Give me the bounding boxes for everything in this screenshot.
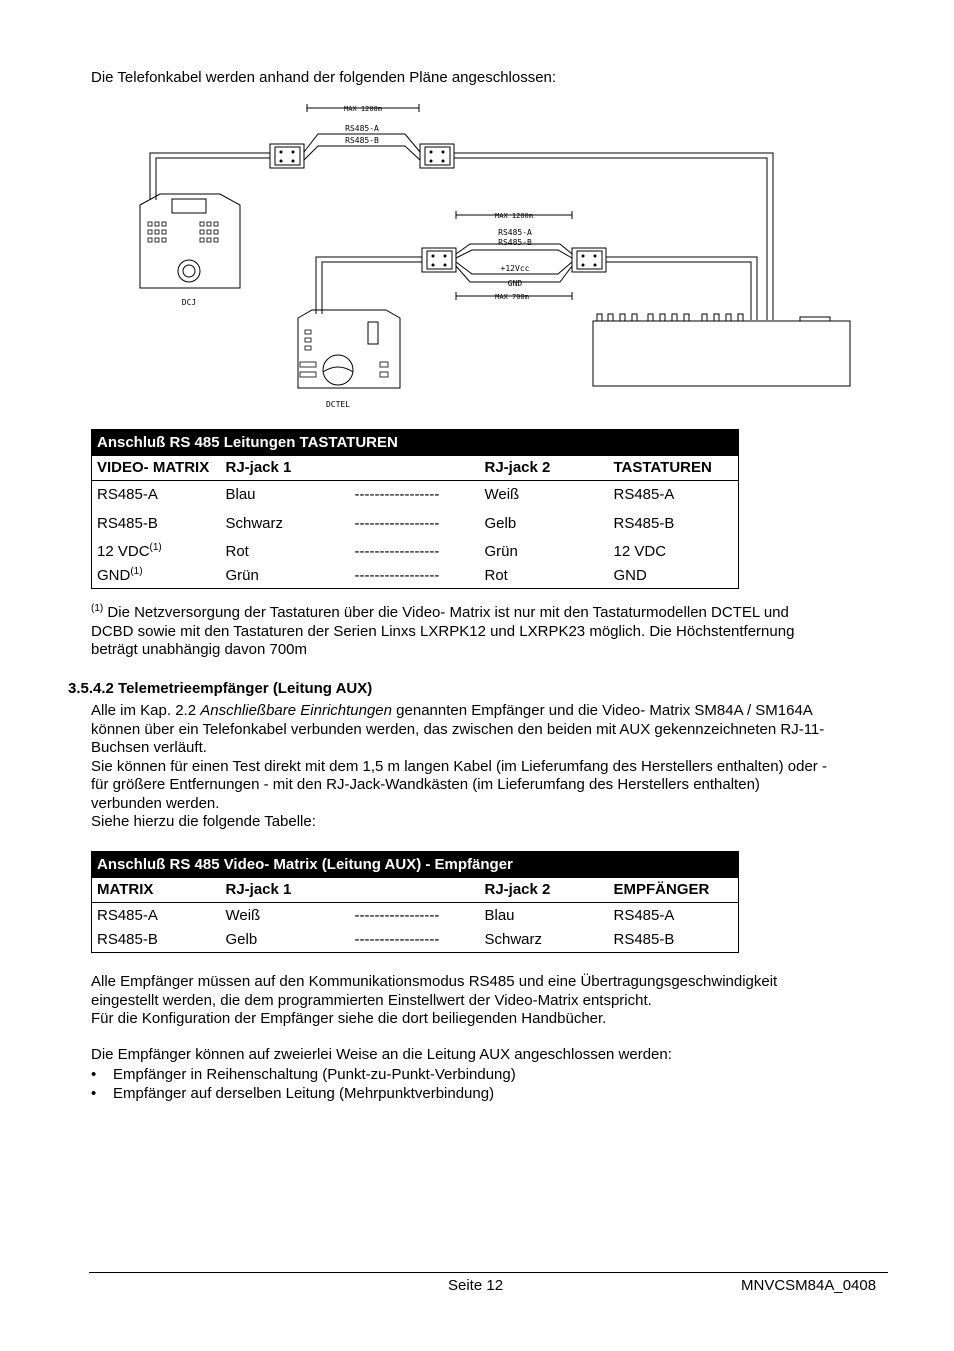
label-vcc: +12Vcc <box>500 264 530 273</box>
cell <box>92 539 221 564</box>
label-rs485a-mid: RS485-A <box>498 228 532 237</box>
footnote <box>91 604 794 660</box>
cell: GND <box>613 567 647 585</box>
cell: RS485-A <box>613 906 675 924</box>
label-dctel: DCTEL <box>325 400 351 409</box>
col-header <box>350 878 480 903</box>
text: eingestellt werden, die dem programmierten Einstellwert der Video-Matrix entspricht. <box>91 991 652 1009</box>
receiver-config-text <box>91 973 777 1029</box>
cell: ----------------- <box>354 515 440 532</box>
table-row <box>92 928 739 953</box>
cell: Grün <box>484 542 518 560</box>
cell: Gelb <box>484 515 517 532</box>
page-number: Seite 12 <box>448 1277 504 1294</box>
bullet-icon: • <box>91 1085 97 1102</box>
text: Alle Empfänger müssen auf den Kommunikationsmodus RS485 und eine Übertragungsgeschwindigkeit <box>91 973 778 990</box>
table-keyboards <box>91 429 739 589</box>
cell: RS485-A <box>97 906 158 924</box>
footer-divider <box>89 1272 888 1273</box>
col-header: VIDEO- MATRIX <box>92 456 221 481</box>
label-max-3: MAX 700m <box>495 293 529 301</box>
label-gnd: GND <box>507 279 523 288</box>
chapter-reference: Anschließbare Einrichtungen <box>200 702 392 719</box>
text: Buchsen verläuft. <box>91 739 207 756</box>
cell: Blau <box>484 906 515 924</box>
col-header: EMPFÄNGER <box>609 878 739 903</box>
cell: 12 VDC <box>613 542 667 560</box>
cell: RS485-B <box>613 515 675 532</box>
table-title: Anschluß RS 485 Video- Matrix (Leitung AUX) - Empfänger <box>92 852 739 878</box>
label-max-2: MAX 1200m <box>495 212 533 220</box>
label-rs485b-top: RS485-B <box>345 136 379 145</box>
cell: Schwarz <box>225 515 284 532</box>
cell: Schwarz <box>484 931 543 949</box>
col-header: MATRIX <box>92 878 221 903</box>
footnote-mark: (1) <box>130 566 143 578</box>
cell-text: GND <box>97 567 131 585</box>
cell: Rot <box>484 567 508 585</box>
text: können über ein Telefonkabel verbunden werden, das zwischen den beiden mit AUX gekennzeichneten RJ-11- <box>91 720 825 738</box>
col-header: RJ-jack 2 <box>480 456 609 481</box>
bullet-icon: • <box>91 1066 97 1083</box>
cell: RS485-B <box>97 931 158 949</box>
cell-text: 12 VDC <box>97 542 150 560</box>
label-dcj: DCJ <box>181 298 197 307</box>
intro-text: Die Telefonkabel werden anhand der folgenden Pläne angeschlossen: <box>91 69 557 86</box>
cell <box>92 564 221 589</box>
cell: RS485-B <box>97 515 158 532</box>
cell: Weiß <box>225 906 261 924</box>
cell: Weiß <box>484 486 520 504</box>
table-row <box>92 564 739 589</box>
footnote-line: Die Netzversorgung der Tastaturen über die Video- Matrix ist nur mit den Tastaturmodellen DCTEL und <box>107 604 789 621</box>
wiring-diagram <box>0 0 954 420</box>
text: Für die Konfiguration der Empfänger siehe die dort beiliegenden Handbücher. <box>91 1010 607 1027</box>
table-row <box>92 481 739 509</box>
label-rs485a-top: RS485-A <box>345 124 379 133</box>
footnote-mark: (1) <box>149 541 162 553</box>
section-body <box>91 702 827 832</box>
cell: ----------------- <box>354 906 440 924</box>
text: genannten Empfänger und die Video- Matrix SM84A / SM164A <box>392 702 813 719</box>
section-heading: 3.5.4.2 Telemetrieempfänger (Leitung AUX) <box>68 680 373 697</box>
text: verbunden werden. <box>91 794 220 812</box>
text: Siehe hierzu die folgende Tabelle: <box>91 813 316 830</box>
col-header: RJ-jack 1 <box>221 456 350 481</box>
cell: RS485-A <box>613 486 675 504</box>
cell: ----------------- <box>354 542 440 560</box>
cell: RS485-B <box>613 931 675 949</box>
col-header: RJ-jack 1 <box>221 878 350 903</box>
text: Sie können für einen Test direkt mit dem 1,5 m langen Kabel (im Lieferumfang des Herstellers enthalten) oder - <box>91 757 827 775</box>
label-rs485b-mid: RS485-B <box>498 238 532 247</box>
table-row <box>92 539 739 564</box>
text: Alle im Kap. 2.2 <box>91 702 201 719</box>
connection-intro: Die Empfänger können auf zweierlei Weise an die Leitung AUX angeschlossen werden: <box>91 1046 672 1063</box>
footnote-mark: (1) <box>91 603 104 614</box>
cell: ----------------- <box>354 486 440 504</box>
footnote-line: beträgt unabhängig davon 700m <box>91 641 308 658</box>
list-item-text: Empfänger in Reihenschaltung (Punkt-zu-Punkt-Verbindung) <box>113 1066 516 1083</box>
col-header: RJ-jack 2 <box>480 878 609 903</box>
table-row <box>92 903 739 928</box>
table-aux-receiver <box>91 851 739 953</box>
cell: Blau <box>225 486 256 504</box>
cell: Gelb <box>225 931 258 949</box>
document-id: MNVCSM84A_0408 <box>741 1277 877 1294</box>
list-item-text: Empfänger auf derselben Leitung (Mehrpunktverbindung) <box>113 1085 495 1102</box>
cell: ----------------- <box>354 931 440 949</box>
cell: ----------------- <box>354 567 440 585</box>
label-max-1: MAX 1200m <box>344 105 382 113</box>
table-title: Anschluß RS 485 Leitungen TASTATUREN <box>92 430 739 456</box>
cell: Grün <box>225 567 259 585</box>
cell: Rot <box>225 542 249 560</box>
footnote-line: DCBD sowie mit den Tastaturen der Serien Linxs LXRPK12 und LXRPK23 möglich. Die Höchstentfernung <box>91 622 795 640</box>
cell: RS485-A <box>97 486 158 504</box>
col-header <box>350 456 480 481</box>
col-header: TASTATUREN <box>609 456 739 481</box>
text: für größere Entfernungen - mit den RJ-Jack-Wandkästen (im Lieferumfang des Herstellers enthalten) <box>91 776 760 793</box>
table-row <box>92 509 739 539</box>
